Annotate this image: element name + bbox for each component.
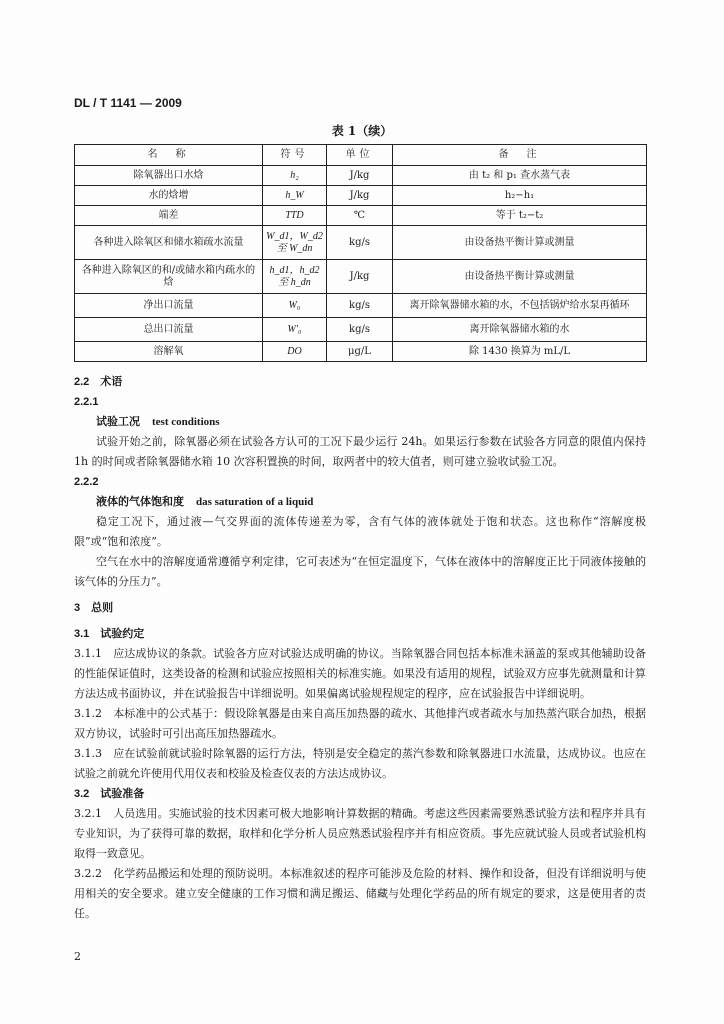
term-english: das saturation of a liquid	[196, 496, 314, 508]
paragraph: 3.2.1 人员选用。实施试验的技术因素可极大地影响计算数据的精确。考虑这些因素需要熟悉试验方法和程序并具有专业知识，为了获得可靠的数据，取样和化学分析人员应熟悉试验程序并有相应资质。事先应就试验人员或者试验机构取得一致意见。	[74, 807, 646, 860]
document-code: DL / T 1141 — 2009	[74, 96, 182, 110]
table-row	[75, 260, 647, 294]
table-row	[75, 166, 647, 186]
cell-symbol: TTD	[263, 206, 327, 226]
cell-unit: kg/s	[327, 318, 393, 342]
table-caption: 表 1（续）	[331, 124, 393, 138]
cell-remark: 由设备热平衡计算或测量	[393, 226, 647, 260]
cell-name: 净出口流量	[75, 294, 263, 318]
cell-name: 各种进入除氧区和储水箱疏水流量	[75, 226, 263, 260]
page-number: 2	[74, 950, 81, 963]
header-unit: 单位	[327, 145, 393, 166]
paragraph: 空气在水中的溶解度通常遵循亨利定律，它可表述为“在恒定温度下，气体在液体中的溶解度正比于同液体接触的该气体的分压力”。	[74, 555, 646, 588]
table-header-row	[75, 145, 647, 166]
paragraph: 试验开始之前，除氧器必须在试验各方认可的工况下最少运行 24h。如果运行参数在试验各方同意的限值内保持 1h 的时间或者除氧器储水箱 10 次容积置换的时间，取两者中的较大值者，则可建立验收试验工况。	[74, 435, 646, 468]
table-row	[75, 294, 647, 318]
cell-unit: J/kg	[327, 166, 393, 186]
paragraph: 3.2.2 化学药品搬运和处理的预防说明。本标准叙述的程序可能涉及危险的材料、操作和设备，但没有详细说明与使用相关的安全要求。建立安全健康的工作习惯和满足搬运、储藏与处理化学药品的所有规定的要求，这是使用者的责任。	[74, 867, 646, 920]
term-english: test conditions	[152, 416, 220, 428]
table-row	[75, 186, 647, 206]
cell-remark: 由 t₂ 和 p₁ 查水蒸气表	[393, 166, 647, 186]
table-row	[75, 342, 647, 362]
cell-unit: ℃	[327, 206, 393, 226]
term-title	[74, 492, 646, 512]
section-heading-2-2: 2.2 术语	[74, 376, 123, 388]
header-symbol: 符号	[263, 145, 327, 166]
term-title	[74, 412, 646, 432]
cell-symbol: W₀	[263, 294, 327, 318]
cell-unit: kg/s	[327, 226, 393, 260]
cell-unit: J/kg	[327, 260, 393, 294]
cell-unit: kg/s	[327, 294, 393, 318]
paragraph: 3.1.3 应在试验前就试验时除氧器的运行方法，特别是安全稳定的蒸汽参数和除氧器进口水流量，达成协议。也应在试验之前就允许使用代用仪表和校验及检查仪表的方法达成协议。	[74, 747, 646, 780]
cell-remark: h₂−h₁	[393, 186, 647, 206]
cell-remark: 除 1430 换算为 mL/L	[393, 342, 647, 362]
cell-symbol: h₂	[263, 166, 327, 186]
table-row	[75, 206, 647, 226]
section-heading-3-2: 3.2 试验准备	[74, 788, 145, 800]
body-text	[74, 372, 646, 924]
cell-symbol: h_d1，h_d2 至 h_dn	[263, 260, 327, 294]
cell-unit: μg/L	[327, 342, 393, 362]
section-heading-3-1: 3.1 试验约定	[74, 628, 145, 640]
cell-remark: 等于 t₂−t₂	[393, 206, 647, 226]
section-heading-2-2-2: 2.2.2	[74, 476, 99, 488]
paragraph: 稳定工况下，通过液—气交界面的流体传递差为零，含有气体的液体就处于饱和状态。这也称作“溶解度极限”或“饱和浓度”。	[74, 515, 646, 548]
cell-symbol: W_d1，W_d2 至 W_dn	[263, 226, 327, 260]
table-row	[75, 318, 647, 342]
cell-remark: 离开除氧器储水箱的水	[393, 318, 647, 342]
paragraph: 3.1.1 应达成协议的条款。试验各方应对试验达成明确的协议。当除氧器合同包括本标准未涵盖的泵或其他辅助设备的性能保证值时，这类设备的检测和试验应按照相关的标准实施。如果没有适用的规程，试验双方应事先就测量和计算方法达成书面协议，并在试验报告中详细说明。如果偏离试验规程规定的程序，应在试验报告中详细说明。	[74, 647, 646, 700]
parameter-table	[74, 144, 647, 362]
term-chinese: 试验工况	[96, 415, 140, 428]
header-name: 名 称	[75, 145, 263, 166]
cell-symbol: W′₀	[263, 318, 327, 342]
cell-name: 溶解氧	[75, 342, 263, 362]
table-row	[75, 226, 647, 260]
term-chinese: 液体的气体饱和度	[96, 495, 184, 508]
cell-name: 总出口流量	[75, 318, 263, 342]
cell-name: 端差	[75, 206, 263, 226]
paragraph: 3.1.2 本标准中的公式基于：假设除氧器是由来自高压加热器的疏水、其他排汽或者疏水与加热蒸汽联合加热，根据双方协议，试验时可引出高压加热器疏水。	[74, 707, 646, 740]
cell-remark: 离开除氧器储水箱的水，不包括锅炉给水泵再循环	[393, 294, 647, 318]
header-remark: 备 注	[393, 145, 647, 166]
cell-symbol: h_W	[263, 186, 327, 206]
cell-name: 水的焓增	[75, 186, 263, 206]
cell-name: 除氧器出口水焓	[75, 166, 263, 186]
section-heading-3: 3 总则	[74, 602, 114, 614]
cell-symbol: DO	[263, 342, 327, 362]
section-heading-2-2-1: 2.2.1	[74, 396, 99, 408]
cell-name: 各种进入除氧区的和/或储水箱内疏水的焓	[75, 260, 263, 294]
cell-remark: 由设备热平衡计算或测量	[393, 260, 647, 294]
cell-unit: J/kg	[327, 186, 393, 206]
